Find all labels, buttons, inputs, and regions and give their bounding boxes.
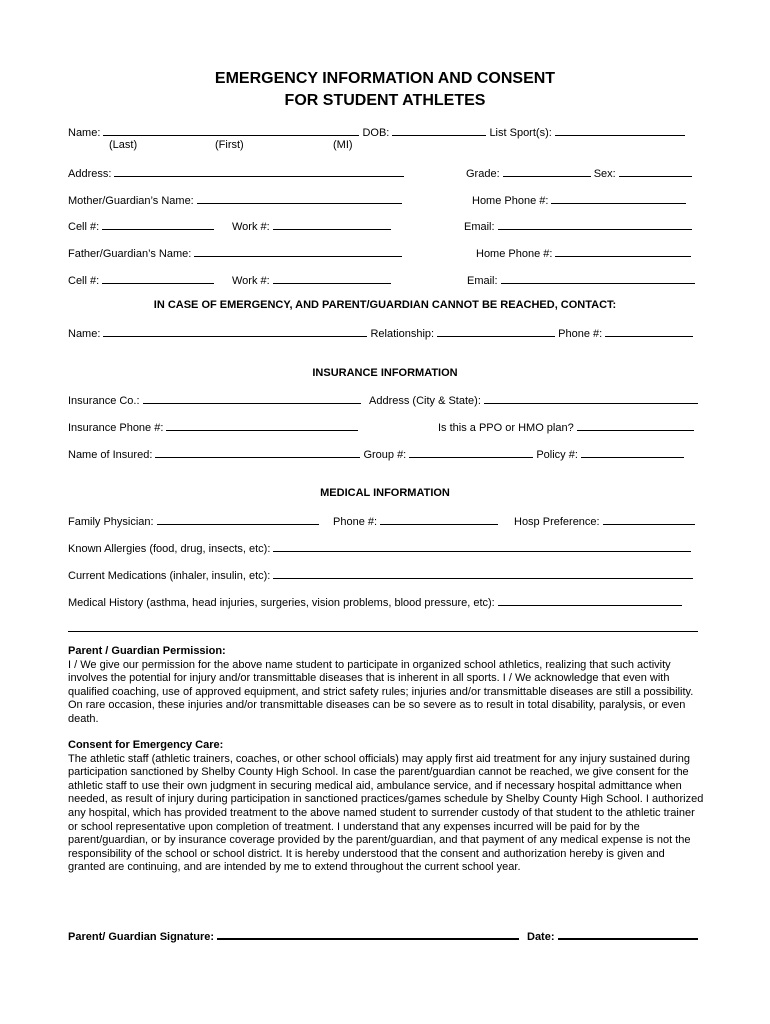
history-label: Medical History (asthma, head injuries, surgeries, vision problems, blood pressure, etc):: [68, 597, 495, 609]
consent-heading: Consent for Emergency Care:: [68, 739, 224, 751]
insurance-plan-row: [438, 420, 694, 434]
insurance-address-label: Address (City & State):: [369, 395, 481, 407]
physician-phone-label: Phone #:: [333, 516, 378, 528]
signature-row: [68, 928, 519, 943]
mi-label: (MI): [333, 139, 353, 151]
father-cell-label: Cell #:: [68, 275, 100, 287]
mother-label: Mother/Guardian’s Name:: [68, 195, 194, 207]
form-title-line2: FOR STUDENT ATHLETES: [284, 92, 486, 109]
signature-field[interactable]: [217, 928, 519, 940]
consent-body: The athletic staff (athletic trainers, coaches, or other school officials) may apply first aid treatment for any injury sustained during participation sanctioned by Shelby County High School. In case the parent/guardian cannot be reached, we give consent for the athletic staff to use their own judgment in securing medical aid, ambulance service, and if necessary hospital admittance when needed, as result of injury during participation in sanctioned practices/games schedule by Shelby County High School. I authorized any hospital, which has provided treatment to the above named student to surrender custody of that student to the athletic trainer or school representative upon completion of treatment. I understand that any expenses incurred will be paid for by the parent/guardian, or by insurance coverage provided by the parent/guardian, and that payment of any medical expense is not the responsibility of the school or school district. It is hereby understood that the consent and authorization hereby is given and granted are continuing, and are intended by me to extend throughout the current school year.: [68, 752, 704, 874]
insurance-heading: INSURANCE INFORMATION: [312, 367, 458, 379]
mother-home-phone-label: Home Phone #:: [472, 195, 549, 207]
allergies-label: Known Allergies (food, drug, insects, etc):: [68, 543, 271, 555]
sex-field[interactable]: [619, 166, 692, 177]
insurance-phone-row: [68, 420, 358, 434]
insurance-company-row: [68, 393, 361, 407]
father-field[interactable]: [194, 246, 402, 257]
grade-sex-row: [466, 166, 692, 180]
policy-field[interactable]: [581, 447, 684, 458]
insurance-phone-field[interactable]: [166, 420, 358, 431]
dob-field[interactable]: [392, 125, 486, 136]
sports-label: List Sport(s):: [489, 127, 552, 139]
physician-phone-field[interactable]: [380, 514, 498, 525]
father-email-label: Email:: [467, 275, 498, 287]
medications-row: [68, 568, 693, 582]
hosp-row: [514, 514, 695, 528]
permission-heading: Parent / Guardian Permission:: [68, 645, 226, 657]
emergency-phone-field[interactable]: [605, 326, 693, 337]
father-email-field[interactable]: [501, 273, 695, 284]
insurance-company-label: Insurance Co.:: [68, 395, 140, 407]
insurance-plan-field[interactable]: [577, 420, 694, 431]
date-row: [527, 928, 698, 943]
sports-field[interactable]: [555, 125, 685, 136]
history-field-line-2[interactable]: [68, 631, 698, 632]
father-email-row: [467, 273, 695, 287]
address-field[interactable]: [114, 166, 404, 177]
consent-section: [68, 739, 704, 875]
signature-label: Parent/ Guardian Signature:: [68, 931, 215, 943]
emergency-phone-label: Phone #:: [558, 328, 603, 340]
dob-label: DOB:: [362, 127, 390, 139]
insurance-address-row: [369, 393, 698, 407]
group-label: Group #:: [363, 449, 407, 461]
insured-name-label: Name of Insured:: [68, 449, 153, 461]
father-row: [68, 246, 402, 260]
insured-name-field[interactable]: [155, 447, 360, 458]
allergies-row: [68, 541, 691, 555]
father-cell-row: [68, 273, 214, 287]
address-row: [68, 166, 404, 180]
father-work-field[interactable]: [273, 273, 391, 284]
first-label: (First): [215, 139, 244, 151]
address-label: Address:: [68, 168, 112, 180]
father-label: Father/Guardian’s Name:: [68, 248, 192, 260]
history-row: [68, 595, 682, 609]
mother-work-field[interactable]: [273, 219, 391, 230]
name-label: Name:: [68, 127, 101, 139]
hosp-field[interactable]: [603, 514, 695, 525]
father-work-label: Work #:: [232, 275, 270, 287]
date-label: Date:: [527, 931, 555, 943]
mother-cell-label: Cell #:: [68, 221, 100, 233]
grade-label: Grade:: [466, 168, 500, 180]
physician-phone-row: [333, 514, 498, 528]
date-field[interactable]: [558, 928, 698, 940]
policy-label: Policy #:: [536, 449, 578, 461]
emergency-name-field[interactable]: [103, 326, 367, 337]
emergency-heading: IN CASE OF EMERGENCY, AND PARENT/GUARDIAN CANNOT BE REACHED, CONTACT:: [153, 299, 617, 311]
mother-cell-row: [68, 219, 214, 233]
mother-row: [68, 193, 402, 207]
mother-email-row: [464, 219, 692, 233]
father-work-row: [232, 273, 391, 287]
father-phone-row: [476, 246, 691, 260]
emergency-relationship-label: Relationship:: [370, 328, 435, 340]
insurance-phone-label: Insurance Phone #:: [68, 422, 164, 434]
mother-home-phone-field[interactable]: [551, 193, 686, 204]
permission-section: [68, 645, 704, 727]
mother-phone-row: [472, 193, 686, 207]
mother-work-label: Work #:: [232, 221, 270, 233]
mother-field[interactable]: [197, 193, 402, 204]
hosp-label: Hosp Preference:: [514, 516, 600, 528]
mother-work-row: [232, 219, 391, 233]
permission-body: I / We give our permission for the above name student to participate in organized school athletics, realizing that such activity involves the potential for injury and/or transmittable diseases that is inherent in all sports. I / We acknowledge that even with qualified coaching, use of approved equipment, and strict safety rules; injuries and/or transmittable diseases are still a possibility. On rare occasion, these injuries and/or transmittable diseases can be so severe as to result in total disability, paralysis, or even death.: [68, 658, 694, 725]
insurance-plan-label: Is this a PPO or HMO plan?: [438, 422, 574, 434]
physician-field[interactable]: [157, 514, 319, 525]
medical-heading: MEDICAL INFORMATION: [320, 487, 450, 499]
mother-email-label: Email:: [464, 221, 495, 233]
last-label: (Last): [109, 139, 138, 151]
father-cell-field[interactable]: [102, 273, 214, 284]
history-field[interactable]: [498, 595, 682, 606]
insured-row: [68, 447, 684, 461]
physician-row: [68, 514, 319, 528]
medications-label: Current Medications (inhaler, insulin, etc):: [68, 570, 271, 582]
name-field[interactable]: [103, 125, 359, 136]
allergies-field[interactable]: [273, 541, 691, 552]
insurance-address-field[interactable]: [484, 393, 698, 404]
mother-cell-field[interactable]: [102, 219, 214, 230]
form-title-line1: EMERGENCY INFORMATION AND CONSENT: [214, 70, 556, 87]
sex-label: Sex:: [593, 168, 616, 180]
physician-label: Family Physician:: [68, 516, 154, 528]
insurance-company-field[interactable]: [143, 393, 361, 404]
emergency-row: [68, 326, 693, 340]
medications-field[interactable]: [273, 568, 693, 579]
mother-email-field[interactable]: [498, 219, 692, 230]
name-row: [68, 125, 685, 139]
grade-field[interactable]: [503, 166, 591, 177]
emergency-name-label: Name:: [68, 328, 101, 340]
emergency-relationship-field[interactable]: [437, 326, 555, 337]
father-home-phone-label: Home Phone #:: [476, 248, 553, 260]
father-home-phone-field[interactable]: [555, 246, 691, 257]
group-field[interactable]: [409, 447, 533, 458]
